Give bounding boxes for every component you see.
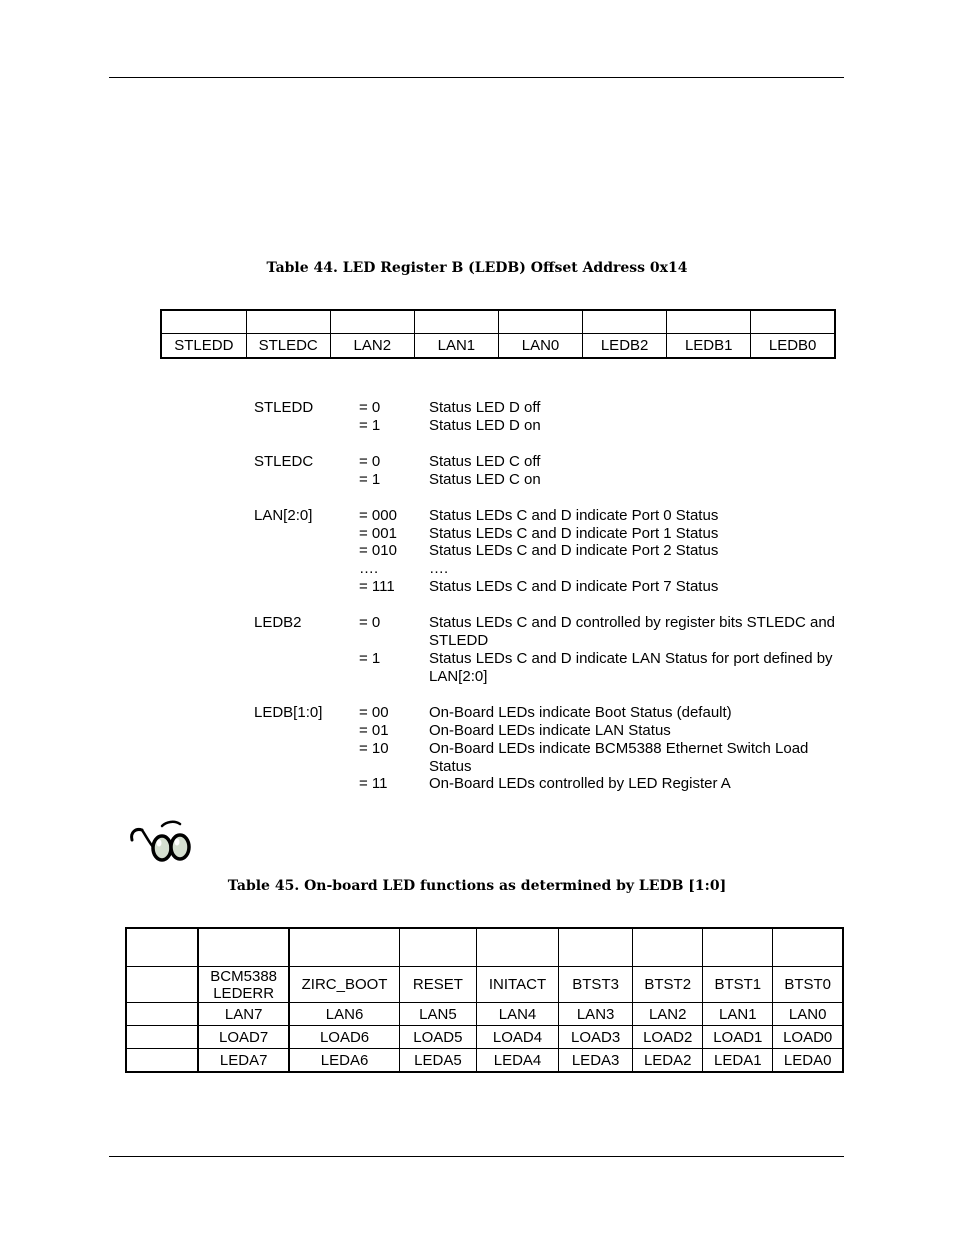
table-cell: LEDA2: [633, 1049, 703, 1073]
table-cell: LEDA5: [399, 1049, 476, 1073]
header-cell: [559, 928, 633, 967]
header-cell: [414, 310, 498, 334]
table-45-caption: Table 45. On-board LED functions as determined by LEDB [1:0]: [227, 878, 727, 894]
table-cell: BTST3: [559, 967, 633, 1003]
table-cell: LAN6: [289, 1003, 399, 1026]
table-row: [126, 1049, 843, 1073]
definition-text: On-Board LEDs controlled by LED Register A: [429, 775, 731, 792]
table-cell: BTST0: [773, 967, 843, 1003]
table-cell: BCM5388 LEDERR: [198, 967, 289, 1003]
table-cell: LAN2: [633, 1003, 703, 1026]
bit-cell: STLEDC: [246, 334, 330, 359]
definition-value: = 0: [359, 453, 381, 470]
table-cell: LEDA7: [198, 1049, 289, 1073]
header-cell: [198, 928, 289, 967]
definition-name: LEDB2: [254, 614, 302, 631]
table-cell: LAN1: [703, 1003, 773, 1026]
definition-name: LEDB[1:0]: [254, 704, 323, 721]
header-cell: [633, 928, 703, 967]
row-label-cell: [126, 1003, 198, 1026]
definition-text: Status LED D on: [429, 417, 541, 434]
definition-value: = 11: [359, 775, 388, 792]
table-row: [161, 334, 835, 359]
table-cell: RESET: [399, 967, 476, 1003]
header-cell: [246, 310, 330, 334]
table-cell: LAN0: [773, 1003, 843, 1026]
table-cell: LOAD4: [476, 1026, 558, 1049]
header-cell: [126, 928, 198, 967]
table-cell: ZIRC_BOOT: [289, 967, 399, 1003]
definition-value: = 1: [359, 650, 381, 667]
table-44-caption: Table 44. LED Register B (LEDB) Offset Address 0x14: [266, 260, 688, 276]
definition-text: Status LED C off: [429, 453, 541, 470]
table-cell: LEDA6: [289, 1049, 399, 1073]
table-cell: LOAD2: [633, 1026, 703, 1049]
definition-value: = 01: [359, 722, 389, 739]
definition-text: Status LEDs C and D indicate Port 2 Status: [429, 542, 719, 559]
definition-name: LAN[2:0]: [254, 507, 313, 524]
table-cell: LEDA0: [773, 1049, 843, 1073]
header-cell: [399, 928, 476, 967]
definition-text: Status LEDs C and D indicate Port 0 Status: [429, 507, 719, 524]
table-cell: LOAD6: [289, 1026, 399, 1049]
bit-cell: LAN2: [330, 334, 414, 359]
table-header-row: [126, 928, 843, 967]
definition-name: STLEDD: [254, 399, 314, 416]
definition-value: = 00: [359, 704, 389, 721]
header-rule: [109, 77, 844, 78]
header-cell: [667, 310, 751, 334]
onboard-led-functions-table: [125, 927, 844, 1073]
table-cell: LEDA1: [703, 1049, 773, 1073]
header-cell: [751, 310, 835, 334]
definition-value: = 001: [359, 525, 397, 542]
header-cell: [161, 310, 246, 334]
row-label-cell: [126, 1049, 198, 1073]
table-cell: LOAD5: [399, 1026, 476, 1049]
definition-value: = 1: [359, 471, 381, 488]
header-cell: [289, 928, 399, 967]
table-cell: LAN5: [399, 1003, 476, 1026]
definition-value: = 000: [359, 507, 397, 524]
definition-text: ….: [429, 560, 449, 577]
definition-name: STLEDC: [254, 453, 314, 470]
table-cell: LAN3: [559, 1003, 633, 1026]
definition-text: Status LEDs C and D indicate LAN Status for port defined by LAN[2:0]: [429, 650, 833, 685]
table-cell: LAN4: [476, 1003, 558, 1026]
definition-text: Status LED C on: [429, 471, 541, 488]
header-cell: [476, 928, 558, 967]
table-cell: BTST2: [633, 967, 703, 1003]
definition-text: Status LEDs C and D indicate Port 1 Status: [429, 525, 719, 542]
footer-rule: [109, 1156, 844, 1157]
table-cell: LOAD7: [198, 1026, 289, 1049]
table-row: [126, 1003, 843, 1026]
table-header-row: [161, 310, 835, 334]
table-cell: LOAD1: [703, 1026, 773, 1049]
header-cell: [773, 928, 843, 967]
definition-text: On-Board LEDs indicate Boot Status (default): [429, 704, 732, 721]
bit-cell: LEDB1: [667, 334, 751, 359]
definition-text: On-Board LEDs indicate LAN Status: [429, 722, 671, 739]
bit-cell: LAN0: [498, 334, 582, 359]
definition-text: Status LEDs C and D controlled by register bits STLEDC and STLEDD: [429, 614, 836, 649]
definition-value: = 1: [359, 417, 381, 434]
table-cell: LAN7: [198, 1003, 289, 1026]
eyeglasses-icon: [128, 818, 196, 864]
definition-text: Status LED D off: [429, 399, 541, 416]
header-cell: [703, 928, 773, 967]
definition-value: = 0: [359, 399, 381, 416]
ledb-register-table: [160, 309, 836, 359]
table-cell: LEDA4: [476, 1049, 558, 1073]
definition-value: = 111: [359, 578, 395, 595]
table-cell: LEDA3: [559, 1049, 633, 1073]
row-label-cell: [126, 967, 198, 1003]
definition-value: ….: [359, 560, 379, 577]
header-cell: [498, 310, 582, 334]
header-cell: [330, 310, 414, 334]
table-row: [126, 1026, 843, 1049]
table-cell: LOAD3: [559, 1026, 633, 1049]
bit-cell: LEDB0: [751, 334, 835, 359]
definition-value: = 010: [359, 542, 397, 559]
definition-text: Status LEDs C and D indicate Port 7 Status: [429, 578, 719, 595]
bit-cell: LAN1: [414, 334, 498, 359]
definition-value: = 0: [359, 614, 381, 631]
bit-cell: STLEDD: [161, 334, 246, 359]
table-row: [126, 967, 843, 1003]
definition-value: = 10: [359, 740, 389, 757]
table-cell: BTST1: [703, 967, 773, 1003]
row-label-cell: [126, 1026, 198, 1049]
header-cell: [583, 310, 667, 334]
table-cell: LOAD0: [773, 1026, 843, 1049]
definition-text: On-Board LEDs indicate BCM5388 Ethernet Switch Load Status: [429, 740, 809, 775]
bit-cell: LEDB2: [583, 334, 667, 359]
table-cell: INITACT: [476, 967, 558, 1003]
